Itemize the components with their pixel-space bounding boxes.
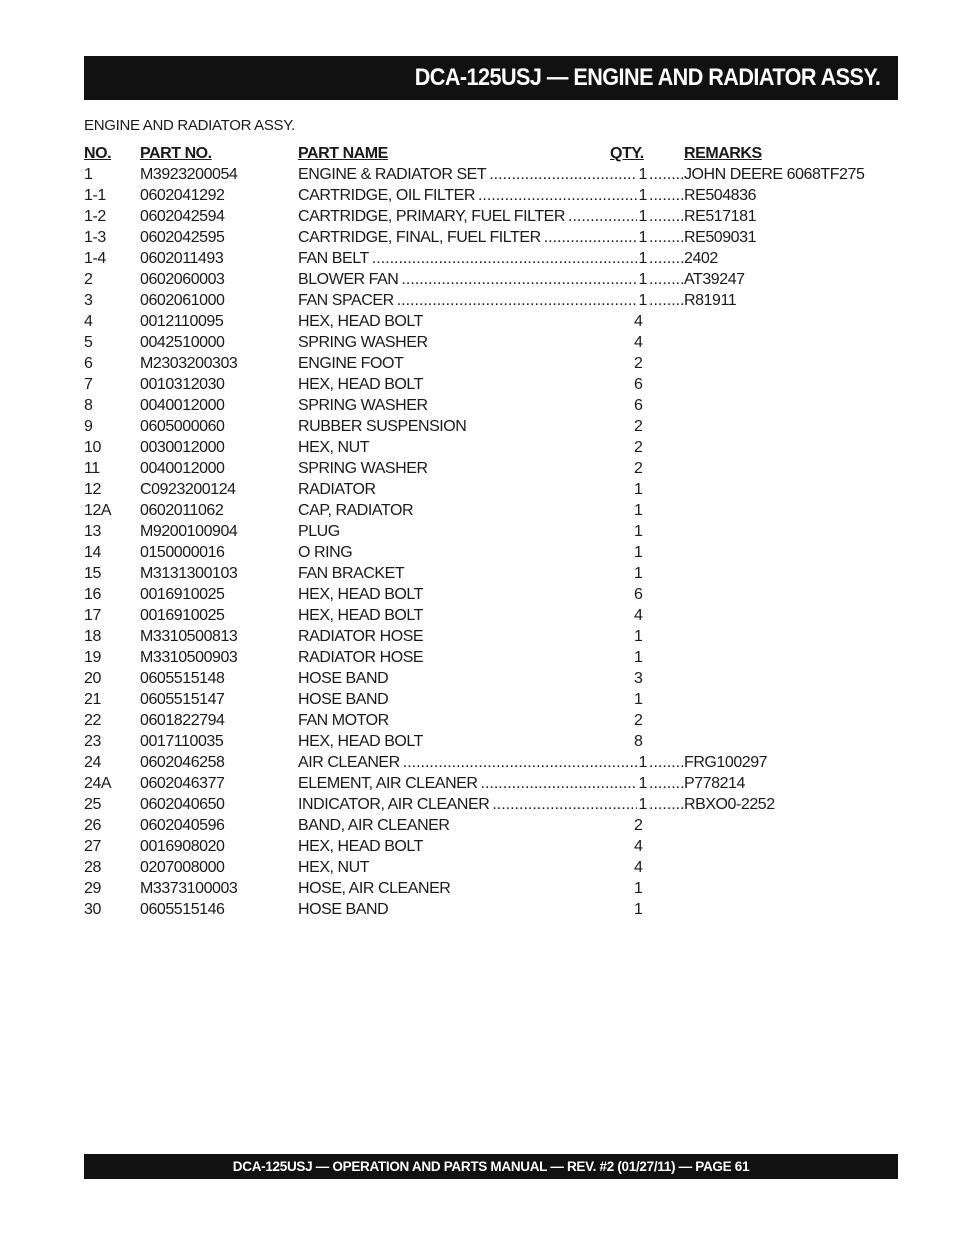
cell-qty: 1 xyxy=(638,187,647,204)
dot-leader xyxy=(649,773,684,794)
cell-no: 14 xyxy=(84,544,101,561)
table-row xyxy=(84,815,884,836)
cell-no: 23 xyxy=(84,733,101,750)
cell-part-name: FAN MOTOR xyxy=(298,712,389,729)
cell-qty: 2 xyxy=(634,355,643,372)
cell-qty: 2 xyxy=(634,460,643,477)
cell-no: 2 xyxy=(84,271,93,288)
cell-part-name: HOSE BAND xyxy=(298,901,389,918)
cell-part-no: 0602046377 xyxy=(140,775,225,792)
cell-no: 21 xyxy=(84,691,101,708)
cell-qty: 1 xyxy=(638,754,647,771)
cell-part-no: M2303200303 xyxy=(140,355,238,372)
cell-part-name: HEX, HEAD BOLT xyxy=(298,376,423,393)
cell-no: 11 xyxy=(84,460,100,477)
cell-no: 1-4 xyxy=(84,250,106,267)
cell-qty: 6 xyxy=(634,397,643,414)
cell-part-no: 0602046258 xyxy=(140,754,225,771)
cell-qty: 1 xyxy=(634,544,643,561)
cell-name-leader xyxy=(298,248,684,269)
table-row xyxy=(84,185,884,206)
cell-qty: 1 xyxy=(638,271,647,288)
cell-qty: 4 xyxy=(634,859,643,876)
cell-part-name: RADIATOR xyxy=(298,481,376,498)
cell-name-leader xyxy=(298,206,684,227)
table-row xyxy=(84,668,884,689)
dot-leader xyxy=(568,206,637,227)
cell-remarks: RE517181 xyxy=(684,208,757,225)
dot-leader xyxy=(397,290,637,311)
cell-qty: 4 xyxy=(634,313,643,330)
cell-part-no: 0017110035 xyxy=(140,733,224,750)
cell-part-name: FAN SPACER xyxy=(298,292,394,309)
dot-leader xyxy=(492,794,636,815)
cell-part-name: O RING xyxy=(298,544,353,561)
cell-part-name: ENGINE FOOT xyxy=(298,355,404,372)
table-row xyxy=(84,710,884,731)
cell-part-name: HEX, NUT xyxy=(298,439,370,456)
cell-qty: 2 xyxy=(634,817,643,834)
dot-leader xyxy=(649,269,684,290)
cell-qty: 1 xyxy=(634,628,643,645)
cell-remarks: FRG100297 xyxy=(684,754,768,771)
cell-part-no: 0016910025 xyxy=(140,607,225,624)
dot-leader xyxy=(649,794,684,815)
cell-qty: 1 xyxy=(634,565,643,582)
header-qty: QTY. xyxy=(610,145,644,162)
cell-qty: 1 xyxy=(634,523,643,540)
cell-part-no: 0602040650 xyxy=(140,796,225,813)
dot-leader xyxy=(649,290,684,311)
cell-part-no: 0040012000 xyxy=(140,397,225,414)
cell-part-name: HEX, HEAD BOLT xyxy=(298,607,423,624)
dot-leader xyxy=(649,164,684,185)
cell-part-name: CARTRIDGE, FINAL, FUEL FILTER xyxy=(298,229,541,246)
cell-part-name: HEX, NUT xyxy=(298,859,370,876)
cell-remarks: 2402 xyxy=(684,250,718,267)
dot-leader xyxy=(649,752,684,773)
cell-name-leader xyxy=(298,752,684,773)
cell-no: 1-1 xyxy=(84,187,106,204)
cell-part-no: M3310500903 xyxy=(140,649,238,666)
parts-table xyxy=(84,143,884,920)
cell-part-no: 0207008000 xyxy=(140,859,225,876)
cell-qty: 1 xyxy=(638,796,647,813)
cell-qty: 1 xyxy=(634,691,643,708)
table-row xyxy=(84,857,884,878)
cell-qty: 6 xyxy=(634,376,643,393)
cell-qty: 4 xyxy=(634,607,643,624)
cell-part-no: 0016908020 xyxy=(140,838,225,855)
dot-leader xyxy=(401,269,636,290)
cell-part-name: CARTRIDGE, PRIMARY, FUEL FILTER xyxy=(298,208,565,225)
cell-qty: 2 xyxy=(634,712,643,729)
cell-part-name: SPRING WASHER xyxy=(298,460,428,477)
cell-part-name: RUBBER SUSPENSION xyxy=(298,418,467,435)
dot-leader xyxy=(649,206,684,227)
cell-part-no: 0042510000 xyxy=(140,334,225,351)
table-row xyxy=(84,227,884,248)
cell-part-no: M3373100003 xyxy=(140,880,238,897)
cell-no: 4 xyxy=(84,313,93,330)
table-row xyxy=(84,689,884,710)
cell-no: 18 xyxy=(84,628,101,645)
table-row xyxy=(84,647,884,668)
cell-name-leader xyxy=(298,794,684,815)
table-row xyxy=(84,395,884,416)
cell-qty: 4 xyxy=(634,838,643,855)
cell-name-leader xyxy=(298,227,684,248)
cell-part-name: RADIATOR HOSE xyxy=(298,649,424,666)
table-row xyxy=(84,290,884,311)
cell-no: 29 xyxy=(84,880,101,897)
cell-part-name: HOSE BAND xyxy=(298,691,389,708)
cell-no: 5 xyxy=(84,334,93,351)
cell-name-leader xyxy=(298,185,684,206)
cell-no: 24 xyxy=(84,754,101,771)
cell-no: 1-3 xyxy=(84,229,106,246)
table-row xyxy=(84,836,884,857)
cell-part-name: HEX, HEAD BOLT xyxy=(298,733,423,750)
table-body xyxy=(84,164,884,920)
cell-part-name: FAN BRACKET xyxy=(298,565,405,582)
table-row xyxy=(84,794,884,815)
cell-part-no: M3131300103 xyxy=(140,565,238,582)
cell-part-no: 0012110095 xyxy=(140,313,224,330)
cell-no: 15 xyxy=(84,565,101,582)
cell-no: 19 xyxy=(84,649,101,666)
cell-part-no: M3923200054 xyxy=(140,166,238,183)
cell-part-name: HEX, HEAD BOLT xyxy=(298,586,423,603)
table-row xyxy=(84,269,884,290)
table-row xyxy=(84,353,884,374)
cell-qty: 1 xyxy=(634,649,643,666)
cell-name-leader xyxy=(298,269,684,290)
cell-part-name: RADIATOR HOSE xyxy=(298,628,424,645)
cell-part-no: 0605515146 xyxy=(140,901,225,918)
cell-qty: 2 xyxy=(634,418,643,435)
table-row xyxy=(84,311,884,332)
cell-part-no: M3310500813 xyxy=(140,628,238,645)
table-row xyxy=(84,458,884,479)
cell-no: 7 xyxy=(84,376,93,393)
cell-qty: 1 xyxy=(638,292,647,309)
page-title-bar xyxy=(84,56,898,100)
cell-qty: 1 xyxy=(638,208,647,225)
header-part-no: PART NO. xyxy=(140,145,212,162)
cell-part-name: FAN BELT xyxy=(298,250,369,267)
cell-remarks: R81911 xyxy=(684,292,737,309)
cell-no: 8 xyxy=(84,397,93,414)
cell-part-no: 0602042595 xyxy=(140,229,225,246)
cell-no: 17 xyxy=(84,607,101,624)
table-row xyxy=(84,521,884,542)
cell-no: 12 xyxy=(84,481,101,498)
cell-qty: 4 xyxy=(634,334,643,351)
table-row xyxy=(84,731,884,752)
cell-name-leader xyxy=(298,164,684,185)
cell-part-name: ELEMENT, AIR CLEANER xyxy=(298,775,478,792)
table-row xyxy=(84,332,884,353)
cell-no: 22 xyxy=(84,712,101,729)
cell-qty: 1 xyxy=(634,880,643,897)
cell-remarks: AT39247 xyxy=(684,271,745,288)
footer-bar xyxy=(84,1154,898,1179)
cell-no: 30 xyxy=(84,901,101,918)
dot-leader xyxy=(489,164,636,185)
cell-part-no: 0150000016 xyxy=(140,544,225,561)
cell-part-name: CAP, RADIATOR xyxy=(298,502,414,519)
header-remarks: REMARKS xyxy=(684,145,762,162)
cell-part-no: 0010312030 xyxy=(140,376,225,393)
footer-text: DCA-125USJ — OPERATION AND PARTS MANUAL — REV. #2 (01/27/11) — PAGE 61 xyxy=(232,1159,750,1174)
cell-remarks: RE504836 xyxy=(684,187,757,204)
cell-part-no: 0602042594 xyxy=(140,208,225,225)
cell-part-name: HOSE, AIR CLEANER xyxy=(298,880,451,897)
cell-part-no: 0602011062 xyxy=(140,502,224,519)
table-row xyxy=(84,878,884,899)
cell-part-name: CARTRIDGE, OIL FILTER xyxy=(298,187,475,204)
cell-part-no: M9200100904 xyxy=(140,523,238,540)
table-row xyxy=(84,500,884,521)
cell-part-no: 0605515147 xyxy=(140,691,225,708)
cell-name-leader xyxy=(298,773,684,794)
cell-name-leader xyxy=(298,290,684,311)
header-no: NO. xyxy=(84,145,112,162)
cell-qty: 1 xyxy=(638,250,647,267)
cell-part-name: BLOWER FAN xyxy=(298,271,399,288)
cell-remarks: RE509031 xyxy=(684,229,757,246)
table-row xyxy=(84,563,884,584)
cell-no: 13 xyxy=(84,523,101,540)
cell-qty: 1 xyxy=(634,502,643,519)
cell-part-name: BAND, AIR CLEANER xyxy=(298,817,450,834)
cell-part-name: SPRING WASHER xyxy=(298,334,428,351)
table-row xyxy=(84,584,884,605)
cell-no: 16 xyxy=(84,586,101,603)
cell-part-name: HOSE BAND xyxy=(298,670,389,687)
cell-qty: 8 xyxy=(634,733,643,750)
table-row xyxy=(84,479,884,500)
cell-qty: 1 xyxy=(638,166,647,183)
cell-part-no: 0602040596 xyxy=(140,817,225,834)
table-row xyxy=(84,416,884,437)
cell-part-name: PLUG xyxy=(298,523,340,540)
cell-qty: 6 xyxy=(634,586,643,603)
cell-qty: 1 xyxy=(634,481,643,498)
cell-remarks: RBXO0-2252 xyxy=(684,796,775,813)
cell-qty: 3 xyxy=(634,670,643,687)
table-row xyxy=(84,206,884,227)
cell-qty: 2 xyxy=(634,439,643,456)
table-row xyxy=(84,899,884,920)
dot-leader xyxy=(372,248,637,269)
cell-part-no: 0602060003 xyxy=(140,271,225,288)
page-title: DCA-125USJ — ENGINE AND RADIATOR ASSY. xyxy=(414,64,880,91)
cell-no: 25 xyxy=(84,796,101,813)
table-row xyxy=(84,605,884,626)
cell-part-name: AIR CLEANER xyxy=(298,754,400,771)
cell-no: 26 xyxy=(84,817,101,834)
cell-remarks: P778214 xyxy=(684,775,745,792)
cell-part-no: 0601822794 xyxy=(140,712,225,729)
cell-no: 20 xyxy=(84,670,101,687)
dot-leader xyxy=(481,773,637,794)
section-title: ENGINE AND RADIATOR ASSY. xyxy=(84,117,295,134)
cell-no: 12A xyxy=(84,502,112,519)
cell-part-name: ENGINE & RADIATOR SET xyxy=(298,166,487,183)
table-row xyxy=(84,773,884,794)
table-row xyxy=(84,626,884,647)
cell-no: 1-2 xyxy=(84,208,106,225)
dot-leader xyxy=(649,227,684,248)
cell-part-no: C0923200124 xyxy=(140,481,236,498)
cell-no: 10 xyxy=(84,439,101,456)
dot-leader xyxy=(544,227,637,248)
cell-part-no: 0602011493 xyxy=(140,250,224,267)
table-row xyxy=(84,248,884,269)
table-header xyxy=(84,143,884,164)
cell-qty: 1 xyxy=(638,775,647,792)
dot-leader xyxy=(478,185,637,206)
cell-part-name: HEX, HEAD BOLT xyxy=(298,313,423,330)
cell-no: 28 xyxy=(84,859,101,876)
cell-part-name: SPRING WASHER xyxy=(298,397,428,414)
cell-no: 27 xyxy=(84,838,101,855)
cell-no: 6 xyxy=(84,355,93,372)
cell-qty: 1 xyxy=(638,229,647,246)
cell-remarks: JOHN DEERE 6068TF275 xyxy=(684,166,865,183)
table-row xyxy=(84,437,884,458)
cell-no: 24A xyxy=(84,775,112,792)
cell-part-name: INDICATOR, AIR CLEANER xyxy=(298,796,490,813)
cell-part-no: 0602061000 xyxy=(140,292,225,309)
dot-leader xyxy=(649,185,684,206)
dot-leader xyxy=(403,752,637,773)
table-row xyxy=(84,542,884,563)
cell-part-no: 0016910025 xyxy=(140,586,225,603)
cell-no: 3 xyxy=(84,292,93,309)
cell-no: 9 xyxy=(84,418,93,435)
dot-leader xyxy=(649,248,684,269)
table-row xyxy=(84,374,884,395)
cell-part-no: 0602041292 xyxy=(140,187,225,204)
cell-part-no: 0030012000 xyxy=(140,439,225,456)
cell-part-no: 0605000060 xyxy=(140,418,225,435)
cell-qty: 1 xyxy=(634,901,643,918)
cell-part-name: HEX, HEAD BOLT xyxy=(298,838,423,855)
cell-part-no: 0040012000 xyxy=(140,460,225,477)
table-row xyxy=(84,164,884,185)
header-part-name: PART NAME xyxy=(298,145,388,162)
cell-part-no: 0605515148 xyxy=(140,670,225,687)
cell-no: 1 xyxy=(84,166,93,183)
table-row xyxy=(84,752,884,773)
